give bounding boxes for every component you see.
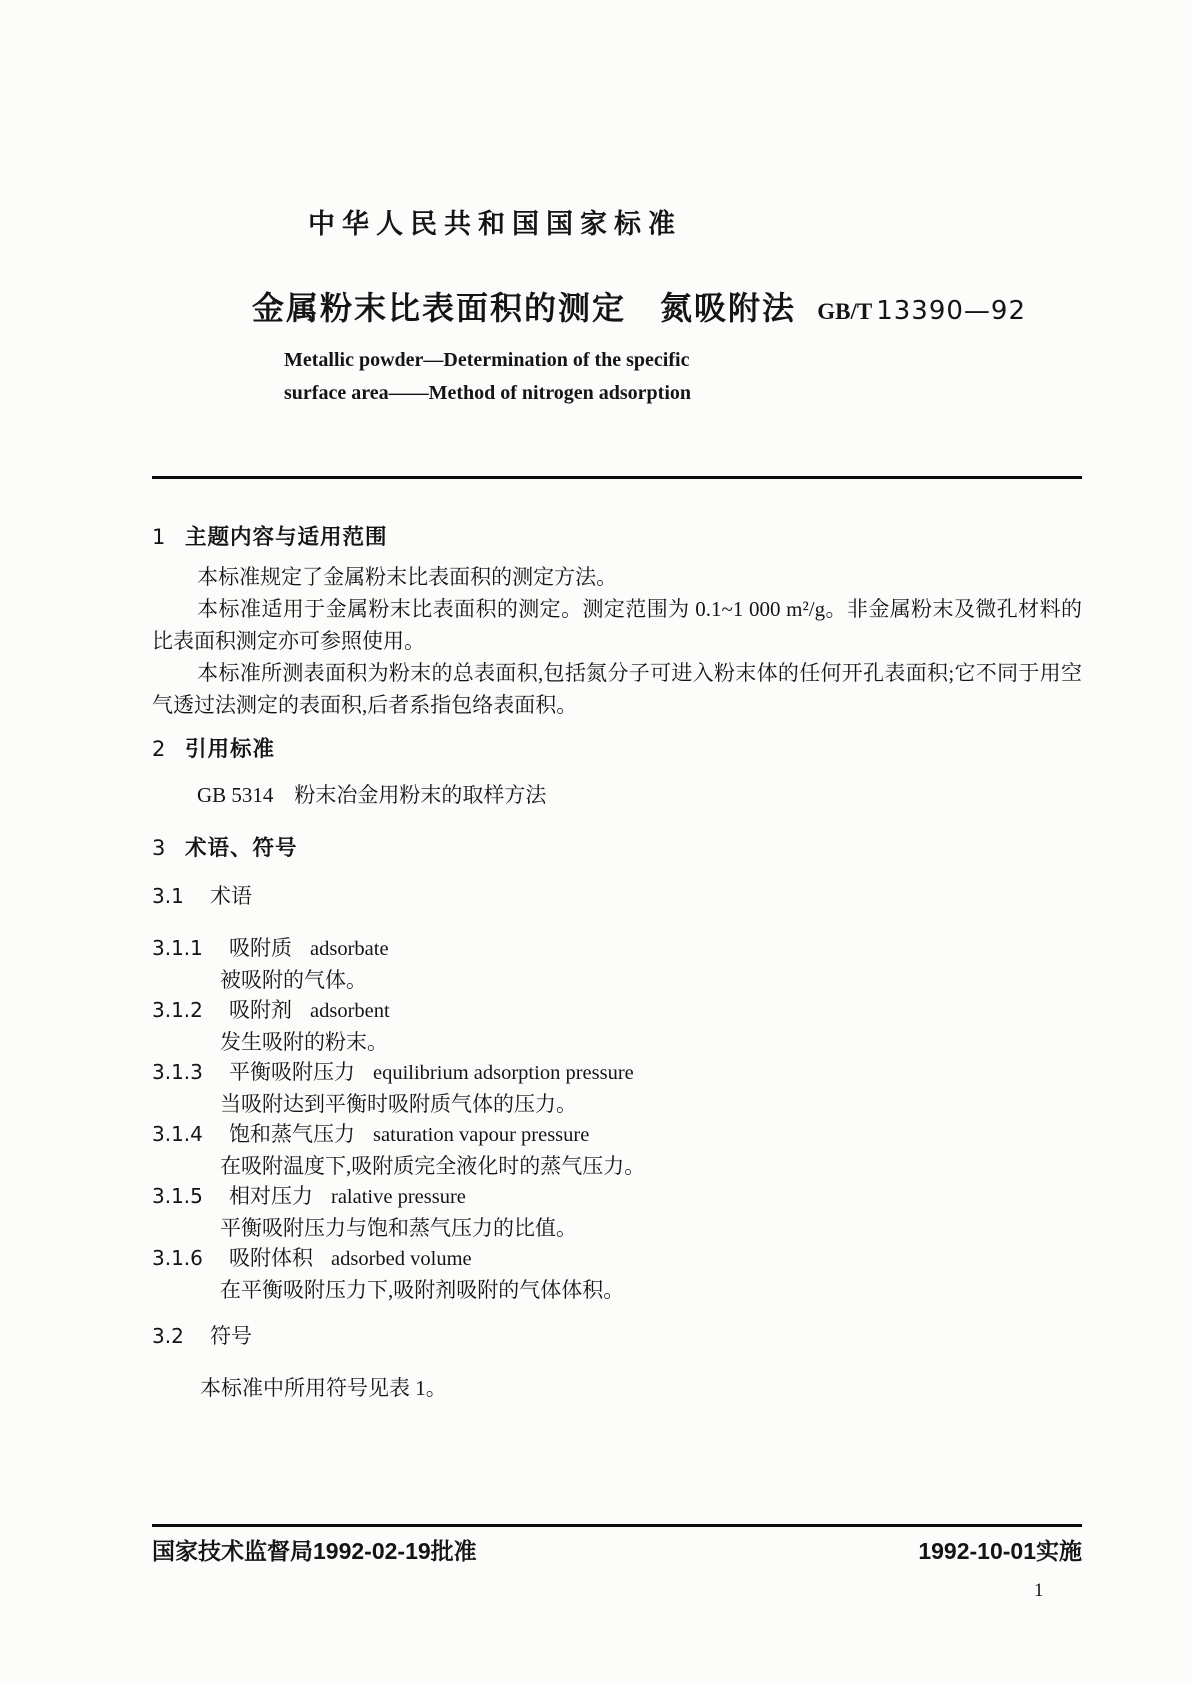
page-number: 1 [1034, 1580, 1044, 1601]
term-row [152, 1181, 1082, 1213]
term-number: 3.1.5 [152, 1184, 203, 1208]
standard-number-prefix: GB/T [817, 299, 873, 324]
section-1-heading [152, 521, 1082, 554]
english-title [284, 344, 1082, 410]
subsection-3-2-heading [152, 1321, 1082, 1352]
subsection-3-1-heading [152, 881, 1082, 912]
term-row [152, 1057, 1082, 1089]
term-row [152, 1243, 1082, 1275]
term-row [152, 933, 1082, 965]
term-definition: 在平衡吸附压力下,吸附剂吸附的气体体积。 [220, 1277, 625, 1302]
term-number: 3.1.1 [152, 936, 203, 960]
section-1-paragraph-1: 本标准规定了金属粉末比表面积的测定方法。 [197, 565, 618, 589]
term-row [152, 995, 1082, 1027]
subsection-3-2-body: 本标准中所用符号见表 1。 [200, 1376, 447, 1400]
implementation-date: 1992-10-01实施 [918, 1538, 1082, 1564]
reference-entry: GB 5314 粉末冶金用粉末的取样方法 [197, 783, 547, 807]
subsection-3-2-title: 符号 [210, 1324, 252, 1348]
term-number: 3.1.3 [152, 1060, 203, 1084]
section-1-paragraph-3: 本标准所测表面积为粉末的总表面积,包括氮分子可进入粉末体的任何开孔表面积;它不同于用空气透过法测定的表面积,后者系指包络表面积。 [152, 661, 1082, 717]
subsection-3-1-number: 3.1 [152, 884, 184, 908]
footer-rule [152, 1524, 1082, 1527]
term-definition: 被吸附的气体。 [220, 967, 367, 992]
term-en: adsorbent [310, 1000, 390, 1022]
term-definition: 当吸附达到平衡时吸附质气体的压力。 [220, 1091, 577, 1116]
term-cn: 吸附质 [229, 936, 292, 960]
term-en: adsorbed volume [331, 1248, 472, 1270]
subsection-3-1-title: 术语 [210, 884, 252, 908]
header-rule [152, 476, 1082, 479]
standard-number [817, 296, 1026, 326]
footer-row [152, 1533, 1082, 1566]
section-2-heading [152, 733, 1082, 766]
term-cn: 吸附剂 [229, 998, 292, 1022]
document-title: 金属粉末比表面积的测定 氮吸附法 [252, 290, 797, 326]
term-en: ralative pressure [331, 1186, 466, 1208]
term-definition: 平衡吸附压力与饱和蒸气压力的比值。 [220, 1215, 577, 1240]
approval-date: 国家技术监督局1992-02-19批准 [152, 1538, 477, 1564]
national-standard-label: 中华人民共和国国家标准 [308, 209, 682, 239]
term-number: 3.1.6 [152, 1246, 203, 1270]
section-1-number: 1 [152, 525, 166, 549]
section-3-heading [152, 832, 1082, 865]
section-3-title: 术语、符号 [185, 836, 298, 860]
terms-list [152, 933, 1082, 1305]
section-1-title: 主题内容与适用范围 [185, 525, 388, 549]
standard-number-digits: 13390—92 [876, 296, 1026, 326]
term-en: saturation vapour pressure [373, 1124, 590, 1146]
term-number: 3.1.4 [152, 1122, 203, 1146]
term-definition: 发生吸附的粉末。 [220, 1029, 388, 1054]
term-cn: 吸附体积 [229, 1246, 313, 1270]
page-content [152, 0, 1082, 1425]
term-cn: 相对压力 [229, 1184, 313, 1208]
term-en: adsorbate [310, 938, 389, 960]
term-cn: 平衡吸附压力 [229, 1060, 355, 1084]
term-cn: 饱和蒸气压力 [229, 1122, 355, 1146]
title-row [152, 283, 1082, 329]
term-row [152, 1119, 1082, 1151]
section-1-paragraph-2: 本标准适用于金属粉末比表面积的测定。测定范围为 0.1~1 000 m²/g。非金属粉末及微孔材料的比表面积测定亦可参照使用。 [152, 597, 1082, 653]
english-title-line2: surface area——Method of nitrogen adsorption [284, 382, 692, 404]
section-2-title: 引用标准 [185, 737, 276, 761]
section-2-number: 2 [152, 737, 166, 761]
term-definition: 在吸附温度下,吸附质完全液化时的蒸气压力。 [220, 1153, 646, 1178]
term-en: equilibrium adsorption pressure [373, 1062, 634, 1084]
section-3-number: 3 [152, 836, 166, 860]
english-title-line1: Metallic powder—Determination of the specific [284, 349, 690, 371]
subsection-3-2-number: 3.2 [152, 1324, 184, 1348]
term-number: 3.1.2 [152, 998, 203, 1022]
